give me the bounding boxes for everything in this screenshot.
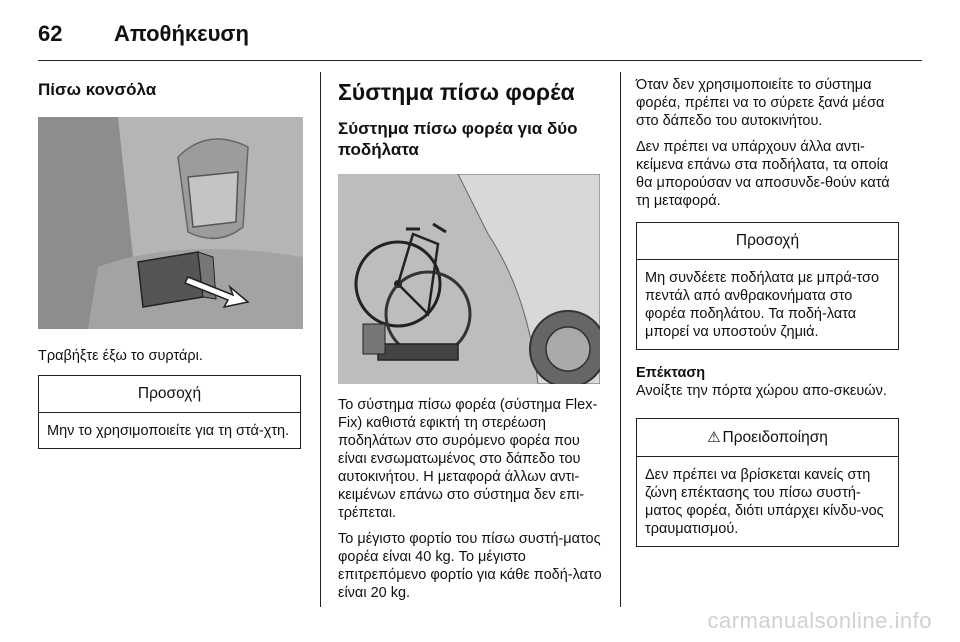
watermark: carmanualsonline.info xyxy=(707,608,932,633)
caution-text: Μη συνδέετε ποδήλατα με μπρά-τσο πεντάλ από ανθρακονήματα στο φορέα ποδηλάτου. Τα ποδή-λατα μπορεί να υποστούν ζημιά. xyxy=(645,270,880,340)
caution-box xyxy=(38,375,301,449)
column-divider xyxy=(320,72,321,607)
column-left xyxy=(38,72,303,449)
bike-carrier-illustration xyxy=(338,174,600,384)
column-right xyxy=(636,72,901,547)
section-title-rear-carrier: Σύστημα πίσω φορέα xyxy=(338,79,575,105)
carrier-description: Το σύστημα πίσω φορέα (σύστημα Flex-Fix) καθιστά εφικτή τη στερέωση ποδηλάτων στο συρόμενο φορέα που είναι ενσωματωμένος στο δάπεδο του αυτοκινήτου. Η μεταφορά άλλων αντι-κειμένων επάνω στο σύστημα δεν επι-τρέπεται. xyxy=(338,397,598,521)
caution-box xyxy=(636,222,899,350)
section-title-rear-console: Πίσω κονσόλα xyxy=(38,80,157,99)
bike-carrier-image xyxy=(338,174,600,384)
column-middle xyxy=(338,72,603,602)
column-divider xyxy=(620,72,621,607)
rear-console-illustration xyxy=(38,117,303,329)
warning-header xyxy=(637,419,898,457)
warning-triangle-icon: ⚠ xyxy=(707,429,721,446)
warning-text: Δεν πρέπει να βρίσκεται κανείς στη ζώνη επέκτασης του πίσω συστή-ματος φορέα, διότι υπάρχει κίνδυ-νος τραυματισμού. xyxy=(645,467,884,537)
warning-title: Προειδοποίηση xyxy=(722,429,828,446)
extension-text: Ανοίξτε την πόρτα χώρου απο-σκευών. xyxy=(636,383,887,399)
caution-text: Μην το χρησιμοποιείτε για τη στά-χτη. xyxy=(47,423,290,439)
subsection-title-two-bikes: Σύστημα πίσω φορέα για δύο ποδήλατα xyxy=(338,119,578,159)
page-title: Αποθήκευση xyxy=(114,21,249,46)
page-number: 62 xyxy=(38,21,63,46)
caution-title: Προσοχή xyxy=(637,223,898,260)
caution-title: Προσοχή xyxy=(39,376,300,413)
header-divider xyxy=(38,60,922,61)
rear-console-drawer-image xyxy=(38,117,303,329)
page-header xyxy=(38,14,249,54)
carrier-stow-text: Όταν δεν χρησιμοποιείτε το σύστημα φορέα, πρέπει να το σύρετε ξανά μέσα στο δάπεδο του αυτοκινήτου. xyxy=(636,77,885,129)
warning-box xyxy=(636,418,899,547)
drawer-caption: Τραβήξτε έξω το συρτάρι. xyxy=(38,348,203,364)
extension-heading: Επέκταση xyxy=(636,365,706,381)
carrier-objects-text: Δεν πρέπει να υπάρχουν άλλα αντι-κείμενα επάνω στα ποδήλατα, τα οποία θα μπορούσαν να αποσυνδε-θούν κατά τη μεταφορά. xyxy=(636,139,890,209)
carrier-load-limits: Το μέγιστο φορτίο του πίσω συστή-ματος φορέα είναι 40 kg. Το μέγιστο επιτρεπόμενο φορτίο για κάθε ποδή-λατο είναι 20 kg. xyxy=(338,531,602,601)
